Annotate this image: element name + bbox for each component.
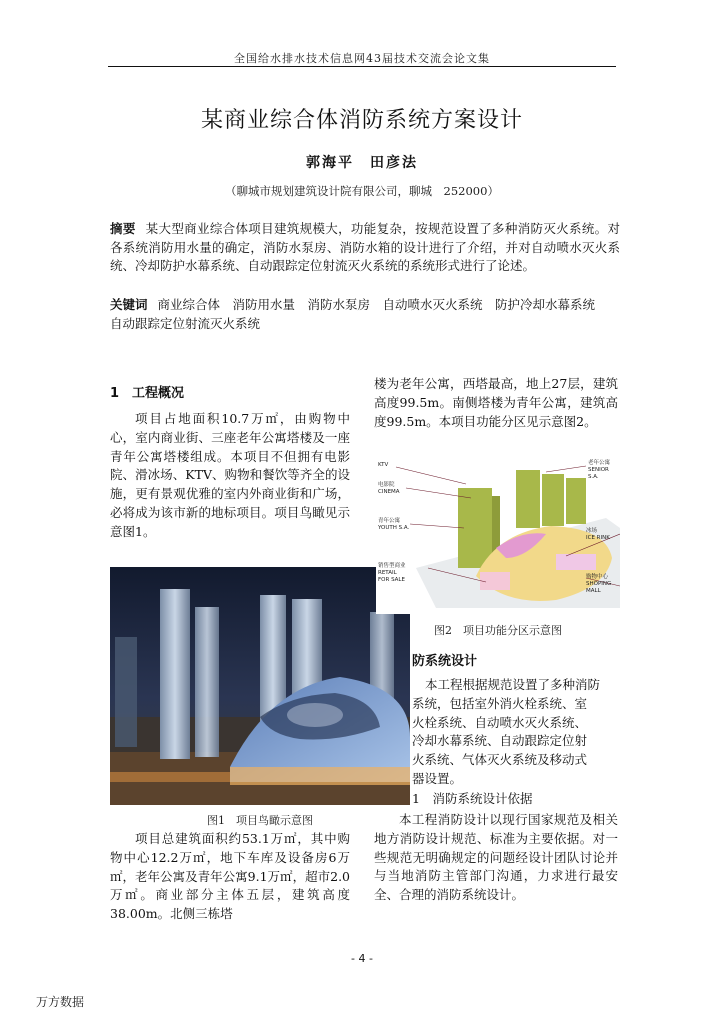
fig2-label-ice: 冰场 ICE RINK	[586, 528, 610, 541]
abstract-text: 某大型商业综合体项目建筑规模大，功能复杂，按规范设置了多种消防灭火系统。对各系统消防用水量的确定，消防水泵房、消防水箱的设计进行了介绍，并对自动喷水灭火系统、冷却防护水幕系统、自动跟踪定位射流灭火系统的系统形式进行了论述。	[110, 221, 620, 273]
running-header: 全国给水排水技术信息网43届技术交流会论文集	[234, 52, 490, 65]
fig2-label-mall: 购物中心 SHOPING MALL	[586, 574, 612, 594]
section2-heading: 防系统设计	[412, 654, 478, 669]
section2-1-paragraph: 本工程消防设计以现行国家规范及相关地方消防设计规范、标准为主要依据。对一些规范无明确规定的问题经设计团队讨论并与当地消防主管部门沟通，力求进行最安全、合理的消防系统设计。	[374, 812, 618, 903]
figure2-zoning-diagram	[376, 458, 620, 614]
fig2-label-cinema: 电影院 CINEMA	[378, 482, 400, 495]
section2-line: 系统，包括室外消火栓系统、室	[412, 695, 588, 711]
section2-text	[412, 676, 622, 789]
page-number: - 4 -	[351, 952, 373, 965]
abstract-label: 摘要	[110, 221, 136, 236]
fig2-label-youth: 青年公寓 YOUTH S.A.	[378, 518, 410, 531]
keywords-text: 商业综合体 消防用水量 消防水泵房 自动喷水灭火系统 防护冷却水幕系统 自动跟踪定位射流灭火系统	[110, 297, 608, 331]
fig2-label-ktv: KTV	[378, 462, 389, 468]
author-affiliation: （聊城市规划建筑设计院有限公司，聊城 252000）	[225, 184, 499, 198]
right-column-continuation: 楼为老年公寓，西塔最高，地上27层，建筑高度99.5m。南侧塔楼为青年公寓，建筑高度99.5m。本项目功能分区见示意图2。	[374, 376, 618, 429]
section2-line: 冷却水幕系统、自动跟踪定位射	[412, 733, 588, 749]
abstract	[110, 220, 620, 276]
figure1-aerial-image	[110, 567, 410, 805]
header-rule	[108, 66, 616, 67]
section2-1-heading: 1 消防系统设计依据	[412, 791, 533, 806]
keywords-label: 关键词	[110, 297, 148, 312]
keywords	[110, 296, 620, 333]
section1-paragraph2: 项目总建筑面积约53.1万㎡，其中购物中心12.2万㎡，地下车库及设备房6万㎡，老年公寓及青年公寓9.1万㎡，超市2.0万㎡。商业部分主体五层，建筑高度38.00m。北侧三栋塔	[110, 831, 350, 922]
paper-authors: 郭海平 田彦法	[306, 155, 418, 171]
figure1-caption: 图1 项目鸟瞰示意图	[207, 814, 313, 827]
section2-line: 火系统、气体灭火系统及移动式	[412, 752, 588, 768]
watermark-text: 万方数据	[36, 995, 85, 1009]
fig2-label-senior: 老年公寓 SENIOR S.A.	[588, 460, 611, 480]
figure2-caption: 图2 项目功能分区示意图	[434, 624, 562, 637]
section2-line: 器设置。	[412, 770, 463, 786]
section2-line: 本工程根据规范设置了多种消防	[425, 677, 601, 692]
paper-title: 某商业综合体消防系统方案设计	[200, 108, 523, 133]
section2-line: 火栓系统、自动喷水灭火系统、	[412, 714, 588, 730]
fig2-label-retail: 销售型商业 RETAIL FOR SALE	[378, 563, 406, 583]
section1-heading: 1 工程概况	[110, 386, 185, 401]
section1-paragraph1: 项目占地面积10.7万㎡，由购物中心，室内商业街、三座老年公寓塔楼及一座青年公寓塔楼组成。本项目不但拥有电影院、滑冰场、KTV、购物和餐饮等齐全的设施，更有景观优雅的室内外商业街和广场，必将成为该市新的地标项目。项目鸟瞰见示意图1。	[110, 411, 350, 539]
